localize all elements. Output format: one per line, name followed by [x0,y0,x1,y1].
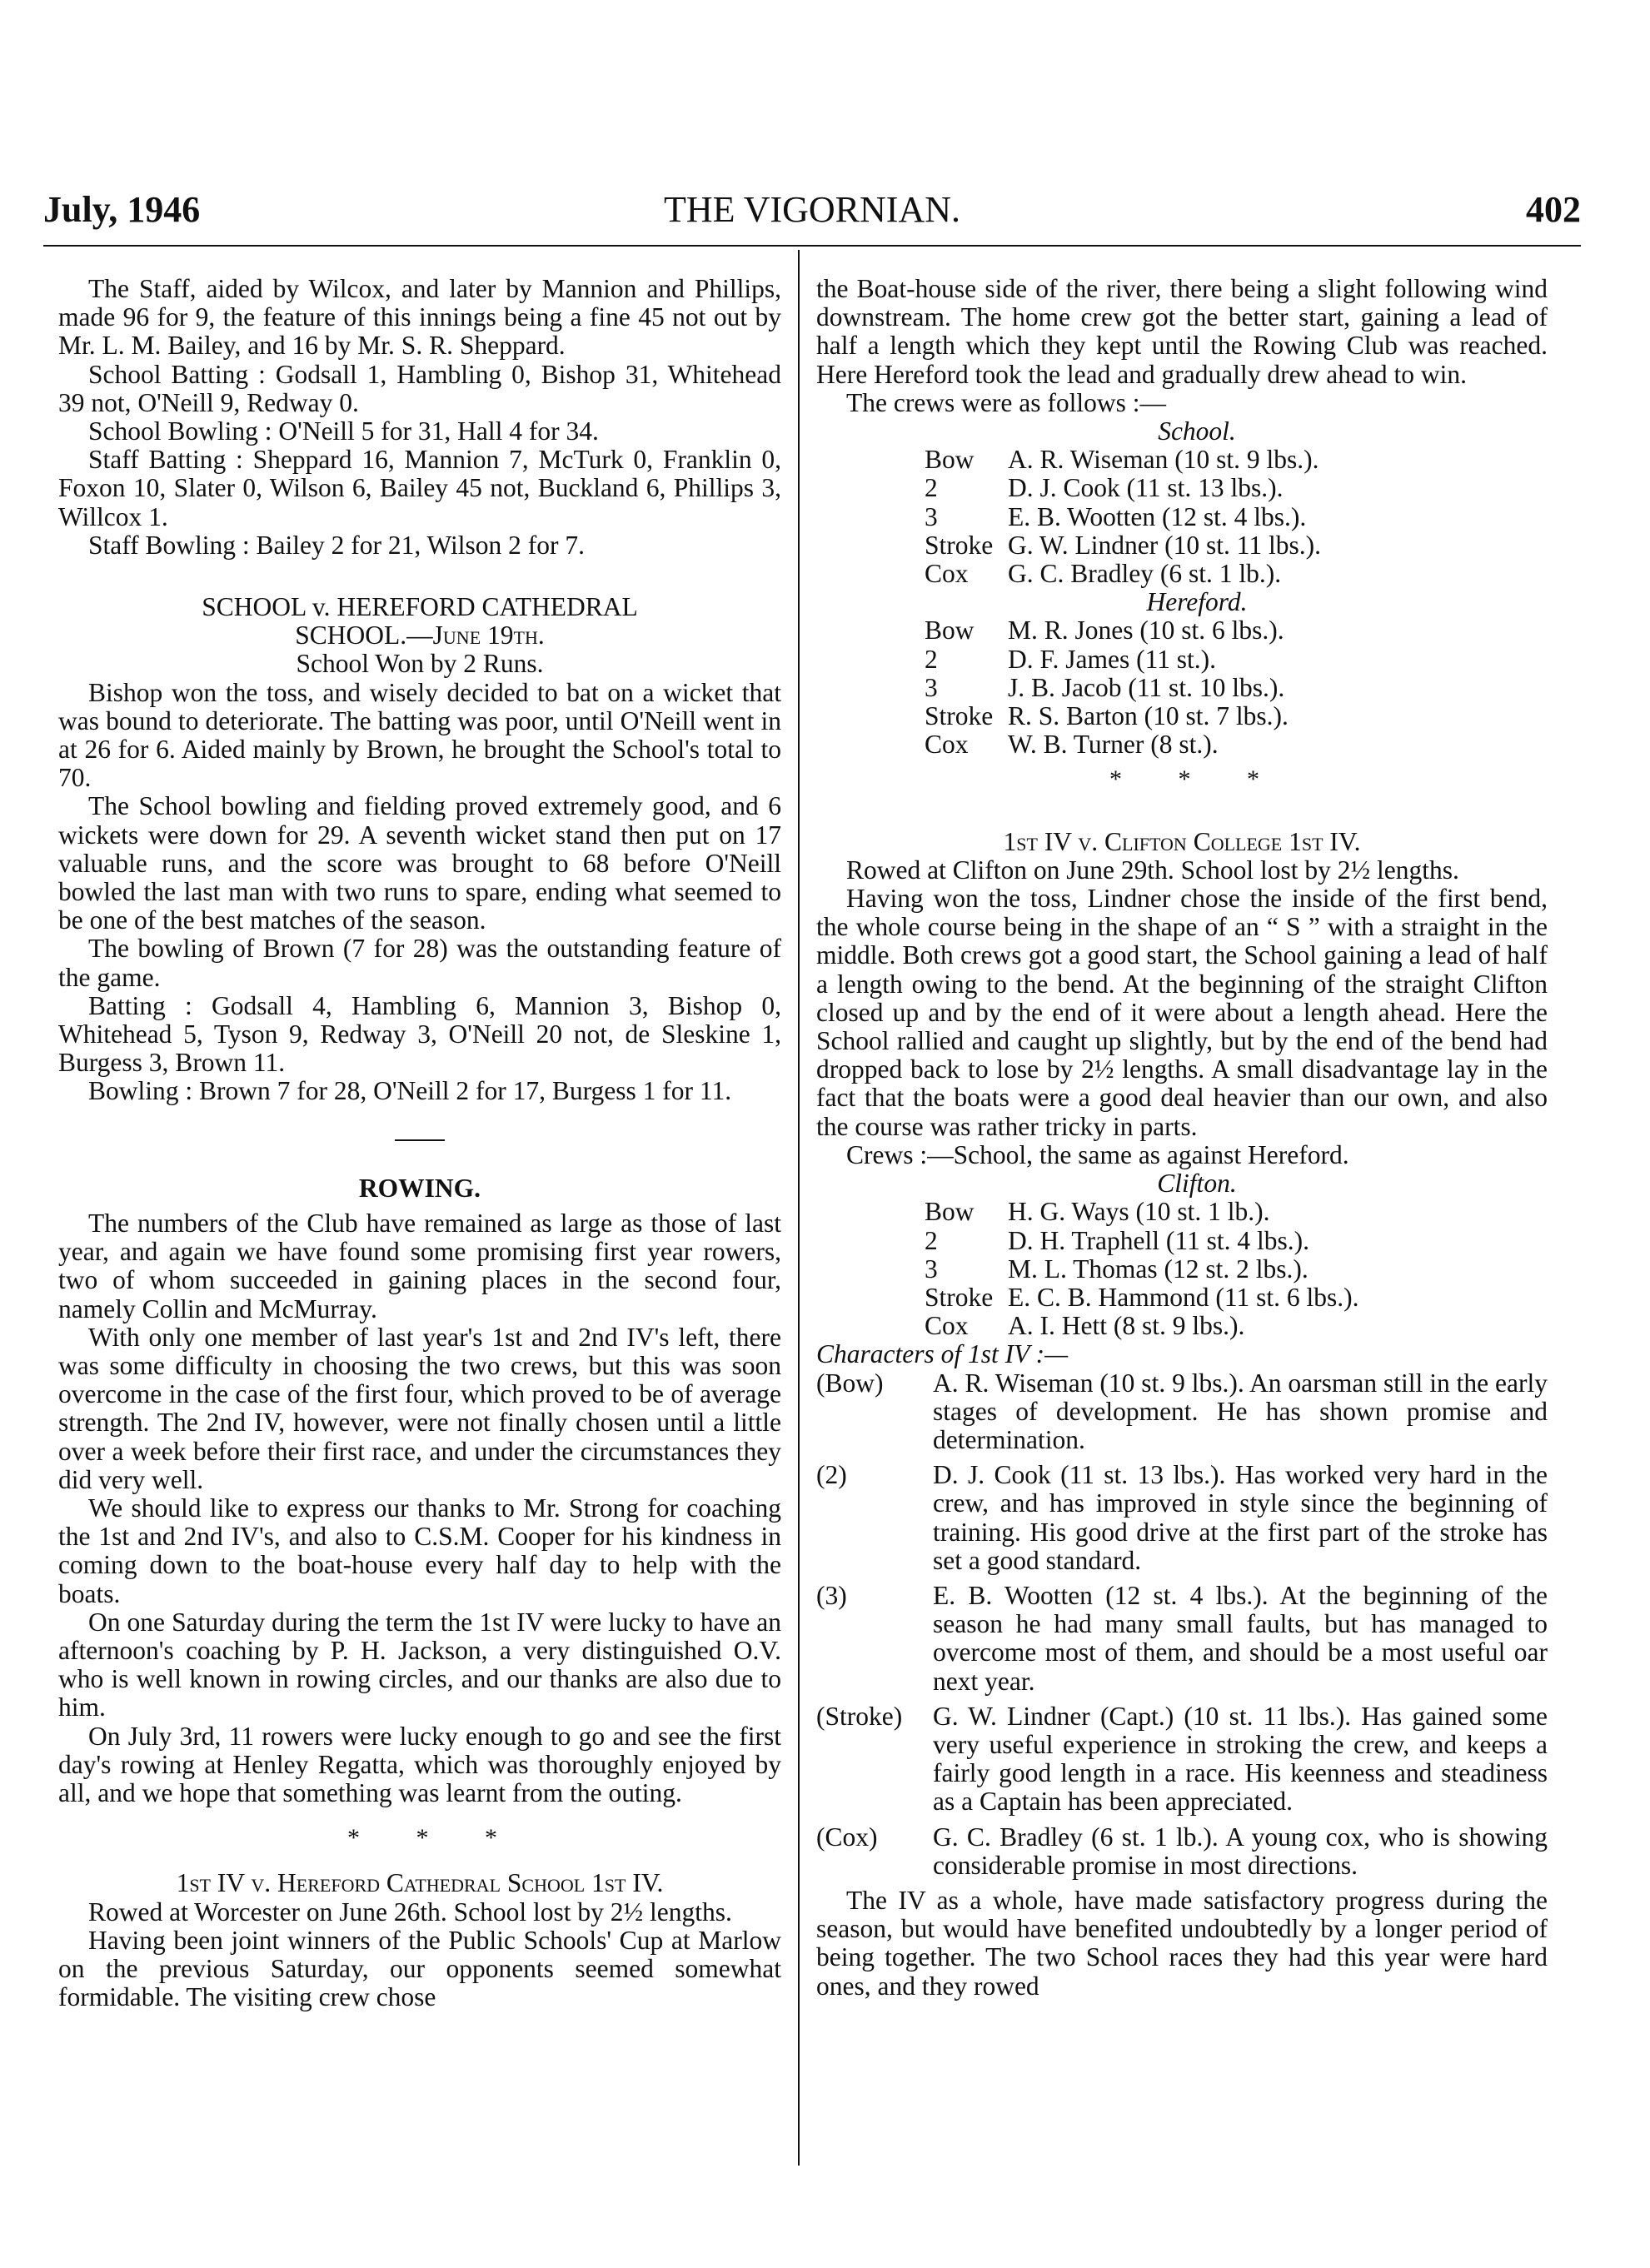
character-text: A. R. Wiseman (10 st. 9 lbs.). An oarsman still in the early stages of development. He has shown promise and determination. [933,1368,1548,1454]
crew-position: 3 [925,672,938,702]
race1-title: 1st IV v. Hereford Cathedral School 1st IV. [176,1868,664,1898]
school-crew-label: School. [1158,416,1236,446]
staff-bowling: Staff Bowling : Bailey 2 for 21, Wilson 2 for 7. [88,530,586,560]
character-entry [816,1702,1548,1817]
crew-name: G. C. Bradley (6 st. 1 lb.). [1008,559,1282,589]
crew-row [925,1284,1548,1312]
crew-position: Stroke [925,1282,994,1312]
hereford-bowling: Bowling : Brown 7 for 28, O'Neill 2 for 17, Burgess 1 for 11. [88,1076,732,1106]
crew-name: M. L. Thomas (12 st. 2 lbs.). [1008,1254,1309,1284]
column-divider [798,250,800,2166]
crew-row [925,1312,1548,1340]
character-entry [816,1461,1548,1575]
right-column [816,275,1548,2001]
hereford-crew-label: Hereford. [1146,587,1248,617]
crew-position: 2 [925,644,938,674]
hereford-paragraph-2: The School bowling and fielding proved extremely good, and 6 wickets were down for 29. A seventh wicket stand then put on 17 valuable runs, and the score was brought to 68 before O'Neill bowled the last man with two runs to spare, ending what seemed to be one of the best matches of the season. [58,791,781,935]
clifton-crew-list [925,1198,1548,1340]
rowing-paragraph-3: We should like to express our thanks to Mr. Strong for coaching the 1st and 2nd IV's, and also to C.S.M. Cooper for his kindness in coming down to the boat-house every half day to help with the boats. [58,1493,781,1608]
race1-continuation: the Boat-house side of the river, there being a slight following wind downstream. The home crew got the better start, gaining a lead of half a length which they kept until the Rowing Club was reached. Here Hereford took the lead and gradually drew ahead to win. [816,274,1548,389]
hereford-crew-list [925,616,1548,759]
character-position: (Cox) [816,1822,878,1852]
crew-position: 2 [925,1225,938,1255]
hereford-match-result: School Won by 2 Runs. [296,649,544,679]
rowing-paragraph-4: On one Saturday during the term the 1st IV were lucky to have an afternoon's coaching by P. H. Jackson, a very distinguished O.V. who is well known in rowing circles, and our thanks are also due to him. [58,1607,781,1722]
crews-line: Crews :—School, the same as against Hereford. [846,1139,1349,1169]
race2-paragraph-1: Rowed at Clifton on June 29th. School lost by 2½ lengths. [846,855,1459,885]
crew-row [925,1255,1548,1284]
character-text: D. J. Cook (11 st. 13 lbs.). Has worked very hard in the crew, and has improved in style since the beginning of training. His good drive at the first part of the stroke has set a good standard. [933,1460,1548,1575]
character-text: G. W. Lindner (Capt.) (10 st. 11 lbs.). Has gained some very useful experience in stroking the crew, and keeps a fairly good length in a race. His keenness and steadiness as a Captain has been appreciated. [933,1701,1548,1817]
closing-paragraph: The IV as a whole, have made satisfactory progress during the season, but would have benefited undoubtedly by a longer period of being together. The two School races they had this year were hard ones, and they rowed [816,1885,1548,2001]
crew-name: A. R. Wiseman (10 st. 9 lbs.). [1008,445,1319,475]
school-bowling: School Bowling : O'Neill 5 for 31, Hall 4 for 34. [88,416,599,446]
crews-intro: The crews were as follows :— [846,387,1166,417]
school-batting: School Batting : Godsall 1, Hambling 0, Bishop 31, Whitehead 39 not, O'Neill 9, Redway 0. [58,359,781,417]
crew-row [925,646,1548,674]
rowing-heading: ROWING. [358,1173,481,1203]
crew-name: A. I. Hett (8 st. 9 lbs.). [1008,1311,1245,1341]
crew-row [925,1227,1548,1255]
crew-position: Bow [925,445,975,475]
publication-title: THE VIGORNIAN. [663,189,961,230]
race2-title: 1st IV v. Clifton College 1st IV. [1003,826,1361,856]
character-entry [816,1369,1548,1455]
crew-position: Cox [925,730,969,760]
crew-row [925,474,1548,502]
clifton-crew-label: Clifton. [1157,1169,1237,1199]
crew-row [925,560,1548,588]
crew-name: G. W. Lindner (10 st. 11 lbs.). [1008,530,1321,560]
race1-paragraph-1: Rowed at Worcester on June 26th. School lost by 2½ lengths. [88,1897,732,1927]
crew-name: W. B. Turner (8 st.). [1008,730,1219,760]
character-position: (Stroke) [816,1701,903,1731]
character-position: (Bow) [816,1368,884,1398]
character-position: (2) [816,1460,847,1490]
crew-name: D. H. Traphell (11 st. 4 lbs.). [1008,1225,1309,1255]
crew-row [925,616,1548,645]
character-text: G. C. Bradley (6 st. 1 lb.). A young cox, who is showing considerable promise in most directions. [933,1822,1548,1880]
crew-name: E. B. Wootten (12 st. 4 lbs.). [1008,501,1307,531]
crew-position: Stroke [925,530,994,560]
characters-heading: Characters of 1st IV :— [816,1339,1069,1369]
rowing-paragraph-2: With only one member of last year's 1st and 2nd IV's left, there was some difficulty in choosing the two crews, but this was soon overcome in the case of the first four, which proved to be of average strength. The 2nd IV, however, were not finally chosen until a little over a week before their first race, and under the circumstances they did very well. [58,1322,781,1494]
crew-position: Bow [925,1197,975,1227]
crew-name: J. B. Jacob (11 st. 10 lbs.). [1008,672,1285,702]
crew-name: H. G. Ways (10 st. 1 lb.). [1008,1197,1270,1227]
crew-name: E. C. B. Hammond (11 st. 6 lbs.). [1008,1282,1359,1312]
crew-position: Cox [925,1311,969,1341]
page-header [43,188,1581,247]
crew-row [925,503,1548,531]
character-text: E. B. Wootten (12 st. 4 lbs.). At the beginning of the season he had many small faults, but has managed to overcome most of them, and should be a most useful oar next year. [933,1580,1548,1696]
rowing-paragraph-5: On July 3rd, 11 rowers were lucky enough to go and see the first day's rowing at Henley Regatta, which was thoroughly enjoyed by all, and we hope that something was learnt from the outing. [58,1721,781,1807]
character-entry [816,1582,1548,1696]
crew-row [925,1198,1548,1226]
issue-date: July, 1946 [43,189,201,230]
section-stars: * * * [347,1824,522,1852]
crew-name: M. R. Jones (10 st. 6 lbs.). [1008,616,1284,646]
hereford-match-title-2: SCHOOL.—June 19th. [295,621,545,650]
crew-row [925,446,1548,474]
left-column [58,275,781,2011]
crew-position: 3 [925,501,938,531]
character-position: (3) [816,1580,847,1610]
header-rule [43,245,1581,247]
crew-row [925,702,1548,730]
staff-batting: Staff Batting : Sheppard 16, Mannion 7, McTurk 0, Franklin 0, Foxon 10, Slater 0, Wilson 6, Bailey 45 not, Buckland 6, Phillips 3, Willcox 1. [58,445,781,531]
crew-name: D. J. Cook (11 st. 13 lbs.). [1008,473,1284,503]
page-number: 402 [1526,189,1581,230]
hereford-match-title-1: SCHOOL v. HEREFORD CATHEDRAL [202,592,638,622]
hereford-paragraph-3: The bowling of Brown (7 for 28) was the outstanding feature of the game. [58,934,781,992]
crew-position: 2 [925,473,938,503]
section-stars: * * * [1109,765,1284,794]
hereford-batting: Batting : Godsall 4, Hambling 6, Mannion 3, Bishop 0, Whitehead 5, Tyson 9, Redway 3, O'Neill 20 not, de Sleskine 1, Burgess 3, Brown 11. [58,990,781,1078]
crew-name: R. S. Barton (10 st. 7 lbs.). [1008,701,1289,731]
crew-position: Cox [925,559,969,589]
crew-row [925,730,1548,759]
character-entry [816,1823,1548,1880]
race2-paragraph-2: Having won the toss, Lindner chose the inside of the first bend, the whole course being in the shape of an “ S ” with a straight in the middle. Both crews got a good start, the School gaining a lead of half a length owing to the bend. At the beginning of the straight Clifton closed up and by the end of it were about a length ahead. Here the School rallied and caught up slightly, but by the end of the bend had dropped back to lose by 2½ lengths. A small disadvantage lay in the fact that the boats were a good deal heavier than our own, and also the course was rather tricky in parts. [816,884,1548,1141]
crew-position: Bow [925,616,975,646]
crew-name: D. F. James (11 st.). [1008,644,1217,674]
crew-row [925,531,1548,560]
staff-innings-paragraph: The Staff, aided by Wilcox, and later by Mannion and Phillips, made 96 for 9, the feature of this innings being a fine 45 not out by Mr. L. M. Bailey, and 16 by Mr. S. R. Sheppard. [58,274,781,361]
hereford-paragraph-1: Bishop won the toss, and wisely decided to bat on a wicket that was bound to deteriorate. The batting was poor, until O'Neill went in at 26 for 6. Aided mainly by Brown, he brought the School's total to 70. [58,677,781,793]
school-crew-list [925,446,1548,588]
race1-paragraph-2: Having been joint winners of the Public Schools' Cup at Marlow on the previous Saturday, our opponents seemed somewhat formidable. The visiting crew chose [58,1925,781,2012]
rowing-paragraph-1: The numbers of the Club have remained as large as those of last year, and again we have found some promising first year rowers, two of whom succeeded in gaining places in the second four, namely Collin and McMurray. [58,1208,781,1323]
crew-row [925,674,1548,702]
crew-position: Stroke [925,701,994,731]
crew-position: 3 [925,1254,938,1284]
characters-list [816,1369,1548,1880]
